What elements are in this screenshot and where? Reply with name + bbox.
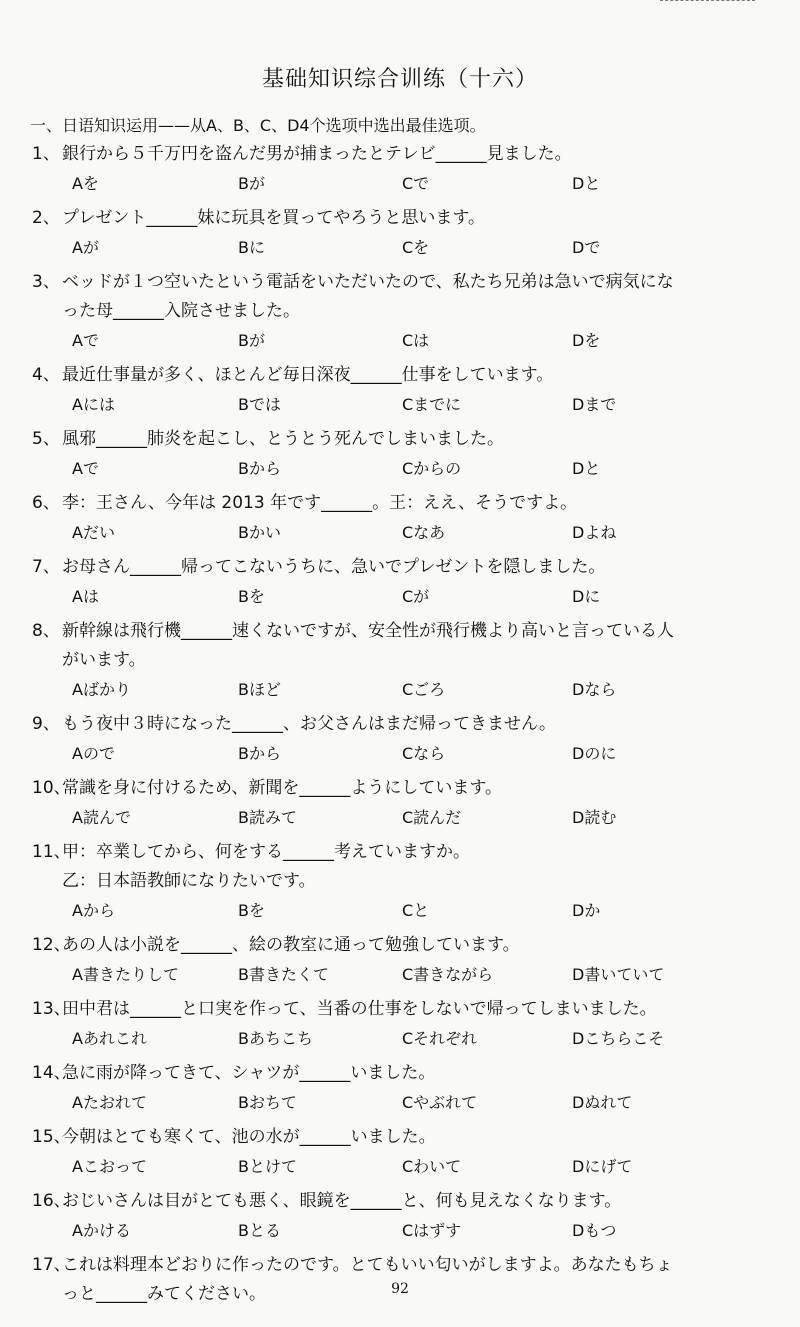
page-number: 92	[391, 1281, 409, 1297]
question-item	[0, 268, 800, 355]
answer-option: Cなら	[402, 744, 446, 763]
question-number: 8、	[32, 621, 60, 641]
answer-option: Dか	[572, 901, 601, 920]
question-text: もう夜中３時になった______、お父さんはまだ帰ってきません。	[62, 714, 557, 734]
answer-option: Aかける	[72, 1221, 131, 1240]
answer-option: Cまでに	[402, 395, 462, 414]
answer-options	[0, 739, 800, 768]
question-text: 常識を身に付けるため、新聞を______ようにしています。	[62, 778, 502, 798]
answer-option: Cなあ	[402, 523, 446, 542]
answer-option: Bが	[238, 174, 265, 193]
answer-option: Bから	[238, 459, 281, 478]
answer-option: Dにげて	[572, 1157, 633, 1176]
question-text: 田中君は______と口実を作って、当番の仕事をしないで帰ってしまいました。	[62, 999, 657, 1019]
question-number: 13、	[32, 999, 71, 1019]
answer-option: Dこちらこそ	[572, 1029, 665, 1048]
answer-option: Dと	[572, 174, 601, 193]
answer-option: Cわいて	[402, 1157, 462, 1176]
question-number: 16、	[32, 1191, 71, 1211]
question-stem	[0, 995, 800, 1024]
question-stem	[0, 553, 800, 582]
answer-option: Cと	[402, 901, 430, 920]
answer-option: Bを	[238, 901, 265, 920]
answer-option: A読んで	[72, 808, 131, 827]
answer-option: Bとけて	[238, 1157, 297, 1176]
question-item	[0, 140, 800, 198]
question-item	[0, 204, 800, 262]
answer-option: Aので	[72, 744, 115, 763]
question-stem	[0, 425, 800, 454]
answer-option: Bとる	[238, 1221, 281, 1240]
question-text: 甲：卒業してから、何をする______考えていますか。	[62, 842, 470, 862]
answer-option: Dまで	[572, 395, 617, 414]
question-stem	[0, 204, 800, 233]
answer-option: Dよね	[572, 523, 617, 542]
answer-option: Aが	[72, 238, 99, 257]
question-number: 1、	[32, 144, 60, 164]
question-stem	[0, 489, 800, 518]
question-text-continued: がいます。	[62, 650, 146, 670]
question-text: ベッドが１つ空いたという電話をいただいたので、私たち兄弟は急いで病気にな	[62, 272, 674, 292]
answer-options	[0, 233, 800, 262]
answer-option: Cが	[402, 587, 430, 606]
answer-option: C書きながら	[402, 965, 494, 984]
question-number: 9、	[32, 714, 60, 734]
question-text: あの人は小説を______、絵の教室に通って勉強しています。	[62, 935, 520, 955]
question-stem	[0, 1059, 800, 1088]
question-list	[0, 140, 800, 1315]
question-text: プレゼント______妹に玩具を買ってやろうと思います。	[62, 208, 485, 228]
answer-option: Cはずす	[402, 1221, 462, 1240]
answer-option: Cごろ	[402, 680, 446, 699]
answer-option: Aから	[72, 901, 115, 920]
answer-option: Dもつ	[572, 1221, 617, 1240]
answer-option: Aだい	[72, 523, 115, 542]
question-stem	[0, 617, 800, 675]
question-text: 銀行から５千万円を盗んだ男が捕まったとテレビ______見ました。	[62, 144, 572, 164]
section-instruction: 一、日语知识运用——从A、B、C、D4个选项中选出最佳选项。	[30, 116, 486, 135]
answer-options	[0, 518, 800, 547]
question-text-continued: っと______みてください。	[62, 1284, 266, 1304]
answer-option: Dを	[572, 331, 601, 350]
question-number: 3、	[32, 272, 60, 292]
answer-option: Aは	[72, 587, 99, 606]
answer-option: Dに	[572, 587, 601, 606]
question-stem	[0, 140, 800, 169]
answer-option: Aで	[72, 331, 99, 350]
question-stem	[0, 1123, 800, 1152]
question-text: 風邪______肺炎を起こし、とうとう死んでしまいました。	[62, 429, 504, 449]
answer-option: B書きたくて	[238, 965, 329, 984]
answer-option: B読みて	[238, 808, 297, 827]
question-stem	[0, 931, 800, 960]
answer-option: Aこおって	[72, 1157, 147, 1176]
answer-option: Aあれこれ	[72, 1029, 147, 1048]
answer-option: Aには	[72, 395, 115, 414]
answer-option: Bほど	[238, 680, 281, 699]
question-item	[0, 838, 800, 925]
answer-option: Aで	[72, 459, 99, 478]
answer-option: Bから	[238, 744, 281, 763]
answer-option: D書いていて	[572, 965, 665, 984]
answer-option: Cは	[402, 331, 430, 350]
question-number: 15、	[32, 1127, 71, 1147]
question-number: 5、	[32, 429, 60, 449]
question-stem	[0, 1187, 800, 1216]
question-number: 6、	[32, 493, 60, 513]
answer-option: Aを	[72, 174, 99, 193]
answer-options	[0, 896, 800, 925]
question-text: お母さん______帰ってこないうちに、急いでプレゼントを隠しました。	[62, 557, 606, 577]
question-number: 2、	[32, 208, 60, 228]
question-item	[0, 995, 800, 1053]
answer-option: Cからの	[402, 459, 462, 478]
answer-options	[0, 390, 800, 419]
answer-options	[0, 1088, 800, 1117]
question-text: 今朝はとても寒くて、池の水が______いました。	[62, 1127, 436, 1147]
page-title: 基础知识综合训练（十六）	[261, 67, 538, 92]
answer-option: Dと	[572, 459, 601, 478]
question-item	[0, 1123, 800, 1181]
question-number: 14、	[32, 1063, 71, 1083]
question-text: 最近仕事量が多く、ほとんど毎日深夜______仕事をしています。	[62, 365, 554, 385]
question-stem	[0, 838, 800, 896]
answer-option: Dぬれて	[572, 1093, 633, 1112]
answer-options	[0, 1024, 800, 1053]
answer-option: Aたおれて	[72, 1093, 147, 1112]
top-decorative-line	[660, 0, 755, 3]
question-text: 新幹線は飛行機______速くないですが、安全性が飛行機より高いと言っている人	[62, 621, 674, 641]
answer-option: Cを	[402, 238, 430, 257]
question-number: 17、	[32, 1255, 71, 1275]
question-stem	[0, 1251, 800, 1309]
answer-option: Cやぶれて	[402, 1093, 478, 1112]
question-text: 李：王さん、今年は 2013 年です______。王：ええ、そうですよ。	[62, 493, 578, 513]
question-item	[0, 1251, 800, 1309]
answer-option: C読んだ	[402, 808, 462, 827]
question-item	[0, 425, 800, 483]
question-number: 7、	[32, 557, 60, 577]
question-text-continued: 乙：日本語教師になりたいです。	[62, 871, 316, 891]
question-stem	[0, 774, 800, 803]
answer-options	[0, 675, 800, 704]
question-item	[0, 617, 800, 704]
answer-option: Bかい	[238, 523, 281, 542]
answer-options	[0, 454, 800, 483]
answer-option: Bでは	[238, 395, 281, 414]
question-item	[0, 1059, 800, 1117]
question-number: 4、	[32, 365, 60, 385]
question-number: 11、	[32, 842, 71, 862]
question-item	[0, 1187, 800, 1245]
answer-option: Bを	[238, 587, 265, 606]
question-item	[0, 710, 800, 768]
answer-options	[0, 169, 800, 198]
answer-option: Bが	[238, 331, 265, 350]
question-text: これは料理本どおりに作ったのです。とてもいい匂いがしますよ。あなたもちょ	[62, 1255, 673, 1275]
question-stem	[0, 268, 800, 326]
question-text: おじいさんは目がとても悪く、眼鏡を______と、何も見えなくなります。	[62, 1191, 622, 1211]
answer-options	[0, 582, 800, 611]
question-stem	[0, 361, 800, 390]
answer-options	[0, 803, 800, 832]
question-item	[0, 553, 800, 611]
answer-option: D読む	[572, 808, 617, 827]
question-stem	[0, 710, 800, 739]
answer-option: Bおちて	[238, 1093, 297, 1112]
question-number: 10、	[32, 778, 71, 798]
question-text: 急に雨が降ってきて、シャツが______いました。	[62, 1063, 436, 1083]
answer-option: Bあちこち	[238, 1029, 313, 1048]
answer-option: Cで	[402, 174, 430, 193]
answer-option: Aばかり	[72, 680, 131, 699]
answer-option: A書きたりして	[72, 965, 179, 984]
question-item	[0, 931, 800, 989]
answer-options	[0, 960, 800, 989]
answer-option: Dなら	[572, 680, 617, 699]
question-item	[0, 774, 800, 832]
answer-option: Dで	[572, 238, 601, 257]
answer-option: Cそれぞれ	[402, 1029, 478, 1048]
answer-options	[0, 1216, 800, 1245]
answer-option: Dのに	[572, 744, 617, 763]
question-item	[0, 489, 800, 547]
answer-options	[0, 326, 800, 355]
question-number: 12、	[32, 935, 71, 955]
answer-options	[0, 1152, 800, 1181]
question-text-continued: った母______入院させました。	[62, 301, 300, 321]
answer-option: Bに	[238, 238, 265, 257]
question-item	[0, 361, 800, 419]
